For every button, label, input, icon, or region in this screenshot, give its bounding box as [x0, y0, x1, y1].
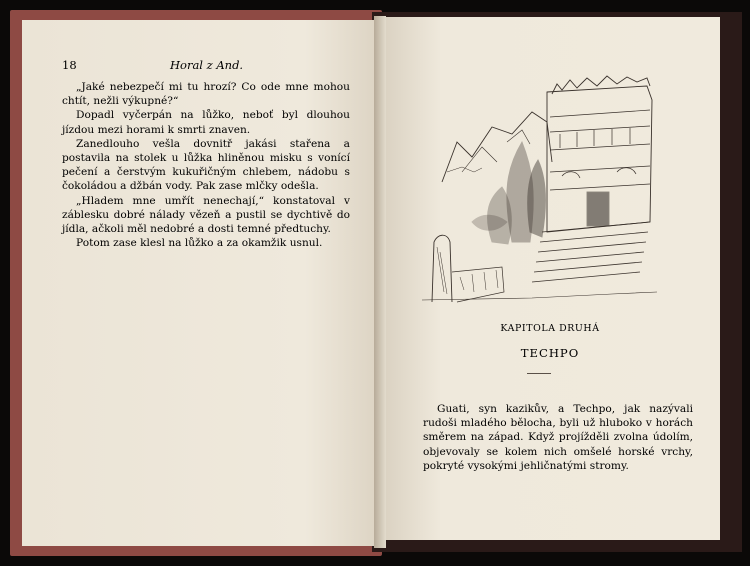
paragraph: Dopadl vyčerpán na lůžko, neboť byl dlouhou jízdou mezi horami k smrti znaven.	[62, 109, 350, 136]
chapter-label: KAPITOLA DRUHÁ	[500, 323, 600, 334]
book-gutter	[374, 16, 386, 548]
left-page-header	[62, 58, 352, 74]
running-title: Horal z And.	[170, 58, 244, 72]
right-page-text	[423, 402, 693, 473]
paragraph: „Jaké nebezpečí mi tu hrozí? Co ode mne mohou chtít, nežli výkupné?“	[62, 81, 350, 108]
paragraph: Potom zase klesl na lůžko a za okamžik usnul.	[76, 237, 323, 250]
title-divider	[527, 373, 551, 374]
ruined-temple-illustration	[412, 72, 662, 304]
left-page-text	[62, 80, 350, 250]
page-number: 18	[62, 58, 77, 72]
chapter-title: TECHPO	[520, 346, 580, 360]
paragraph: Zanedlouho vešla dovnitř jakási stařena a postavila na stolek u lůžka hliněnou misku s vonící pečení a čerstvým kukuřičným chlebem, nádobu s čokoládou a džbán vody. Pak zase mlčky odešla.	[62, 137, 350, 193]
paragraph: Guati, syn kazikův, a Techpo, jak nazývali rudoši mladého bělocha, byli už hluboko v horách směrem na západ. Když projížděli zvolna údolím, objevovaly se kolem nich omšelé horské vrchy, pokryté vysokými jehličnatými stromy.	[423, 403, 693, 472]
paragraph: „Hladem mne umřít nenechají,“ konstatoval v záblesku dobré nálady vězeň a pustil se dychtivě do jídla, ačkoli měl nedobré a dosti temné předtuchy.	[62, 194, 350, 236]
